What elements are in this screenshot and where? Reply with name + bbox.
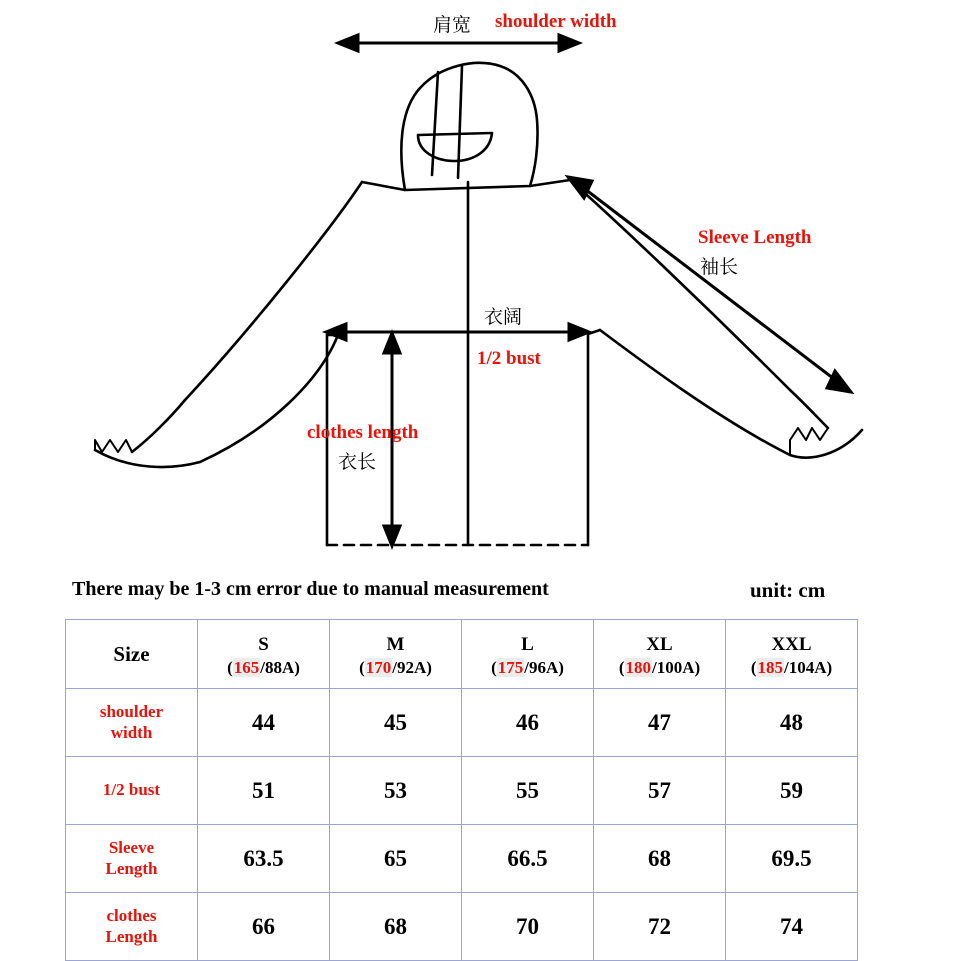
bust-arrow-head-right [569, 324, 589, 340]
table-row [66, 757, 858, 825]
col-spec [594, 658, 725, 678]
row-label-line: Sleeve [108, 838, 155, 858]
cell-value: 65 [330, 825, 462, 893]
col-spec-height: 170 [365, 658, 392, 678]
col-spec-open: ( [491, 658, 497, 678]
table-row [66, 893, 858, 961]
cell-value: 72 [594, 893, 726, 961]
left-cuff-ribbing [95, 440, 132, 452]
cell-value: 57 [594, 757, 726, 825]
size-table [65, 619, 858, 961]
row-label-shoulder-width [66, 689, 198, 757]
row-label-half-bust [66, 757, 198, 825]
length-arrow-head-bottom [384, 526, 400, 546]
left-sleeve-top [185, 182, 362, 400]
col-spec-open: ( [359, 658, 365, 678]
table-row [66, 689, 858, 757]
label-bust-en: 1/2 bust [477, 348, 541, 369]
shoulder-arrow-head-right [559, 35, 579, 51]
col-name: XL [646, 634, 673, 656]
cell-value: 69.5 [726, 825, 858, 893]
row-label-line: clothes [106, 906, 157, 926]
cell-value: 59 [726, 757, 858, 825]
cell-value: 55 [462, 757, 594, 825]
label-bust-cn: 衣阔 [484, 307, 523, 328]
right-sleeve-top [570, 180, 790, 390]
col-spec [330, 658, 461, 678]
header-corner-size [66, 620, 198, 689]
left-cuff-top [132, 400, 185, 452]
label-clothes-length-en: clothes length [307, 422, 419, 443]
label-clothes-length-cn: 衣长 [338, 452, 377, 473]
cell-value: 44 [198, 689, 330, 757]
cell-value: 70 [462, 893, 594, 961]
label-sleeve-length-cn: 袖长 [700, 257, 739, 278]
col-spec-open: ( [750, 658, 757, 678]
col-name: S [258, 634, 269, 656]
sleeve-arrow-line [581, 186, 838, 382]
row-label-clothes-length [66, 893, 198, 961]
col-spec-chest: /92A) [392, 658, 432, 678]
col-spec-chest: /104A) [784, 658, 833, 678]
measurement-error-note: There may be 1-3 cm error due to manual measurement [72, 578, 549, 600]
col-name: M [386, 634, 405, 656]
label-sleeve-length-en: Sleeve Length [698, 227, 812, 248]
col-name: XXL [771, 634, 812, 656]
left-sleeve-under-end [95, 450, 200, 467]
note-row [0, 578, 960, 614]
header-col-xxl [726, 620, 858, 689]
shoulder-arrow-head-left [338, 35, 358, 51]
header-col-l [462, 620, 594, 689]
row-label-line: 1/2 bust [102, 780, 161, 800]
right-sleeve-bottom [600, 330, 790, 455]
col-spec-height: 175 [497, 658, 524, 678]
sleeve-arrow-head-bottom [827, 371, 851, 392]
cell-value: 66 [198, 893, 330, 961]
hood-opening [418, 133, 492, 161]
col-spec-chest: /100A) [652, 658, 701, 678]
cell-value: 45 [330, 689, 462, 757]
col-spec-chest: /96A) [524, 658, 564, 678]
right-sleeve-under-end [790, 430, 862, 458]
cell-value: 53 [330, 757, 462, 825]
header-col-s [198, 620, 330, 689]
cell-value: 47 [594, 689, 726, 757]
col-spec-height: 165 [233, 658, 260, 678]
shoulder-line [362, 180, 570, 190]
unit-note: unit: cm [750, 578, 826, 602]
row-label-line: shoulder [99, 702, 164, 722]
right-cuff-top [790, 390, 828, 428]
label-shoulder-width-en: shoulder width [495, 11, 617, 32]
cell-value: 51 [198, 757, 330, 825]
header-col-xl [594, 620, 726, 689]
col-spec-chest: /88A) [260, 658, 300, 678]
cell-value: 63.5 [198, 825, 330, 893]
table-row [66, 825, 858, 893]
row-label-line: width [110, 722, 153, 742]
col-spec-open: ( [618, 658, 625, 678]
col-name: L [521, 634, 534, 656]
row-label-sleeve-length [66, 825, 198, 893]
col-spec-height: 180 [625, 658, 651, 678]
cell-value: 46 [462, 689, 594, 757]
row-label-line: Length [105, 926, 158, 946]
table-header-row [66, 620, 858, 689]
col-spec [726, 658, 857, 678]
col-spec-height: 185 [757, 658, 783, 678]
hood-outline [401, 63, 537, 190]
cell-value: 74 [726, 893, 858, 961]
col-spec [198, 658, 329, 678]
bust-arrow-head-left [326, 324, 346, 340]
header-col-m [330, 620, 462, 689]
header-size-label: Size [113, 641, 150, 666]
cell-value: 68 [594, 825, 726, 893]
col-spec-open: ( [227, 658, 233, 678]
right-cuff-ribbing [790, 428, 828, 455]
cell-value: 48 [726, 689, 858, 757]
cell-value: 66.5 [462, 825, 594, 893]
length-arrow-head-top [384, 333, 400, 353]
col-spec [462, 658, 593, 678]
row-label-line: Length [105, 858, 158, 878]
cell-value: 68 [330, 893, 462, 961]
label-shoulder-width-cn: 肩宽 [433, 15, 472, 36]
